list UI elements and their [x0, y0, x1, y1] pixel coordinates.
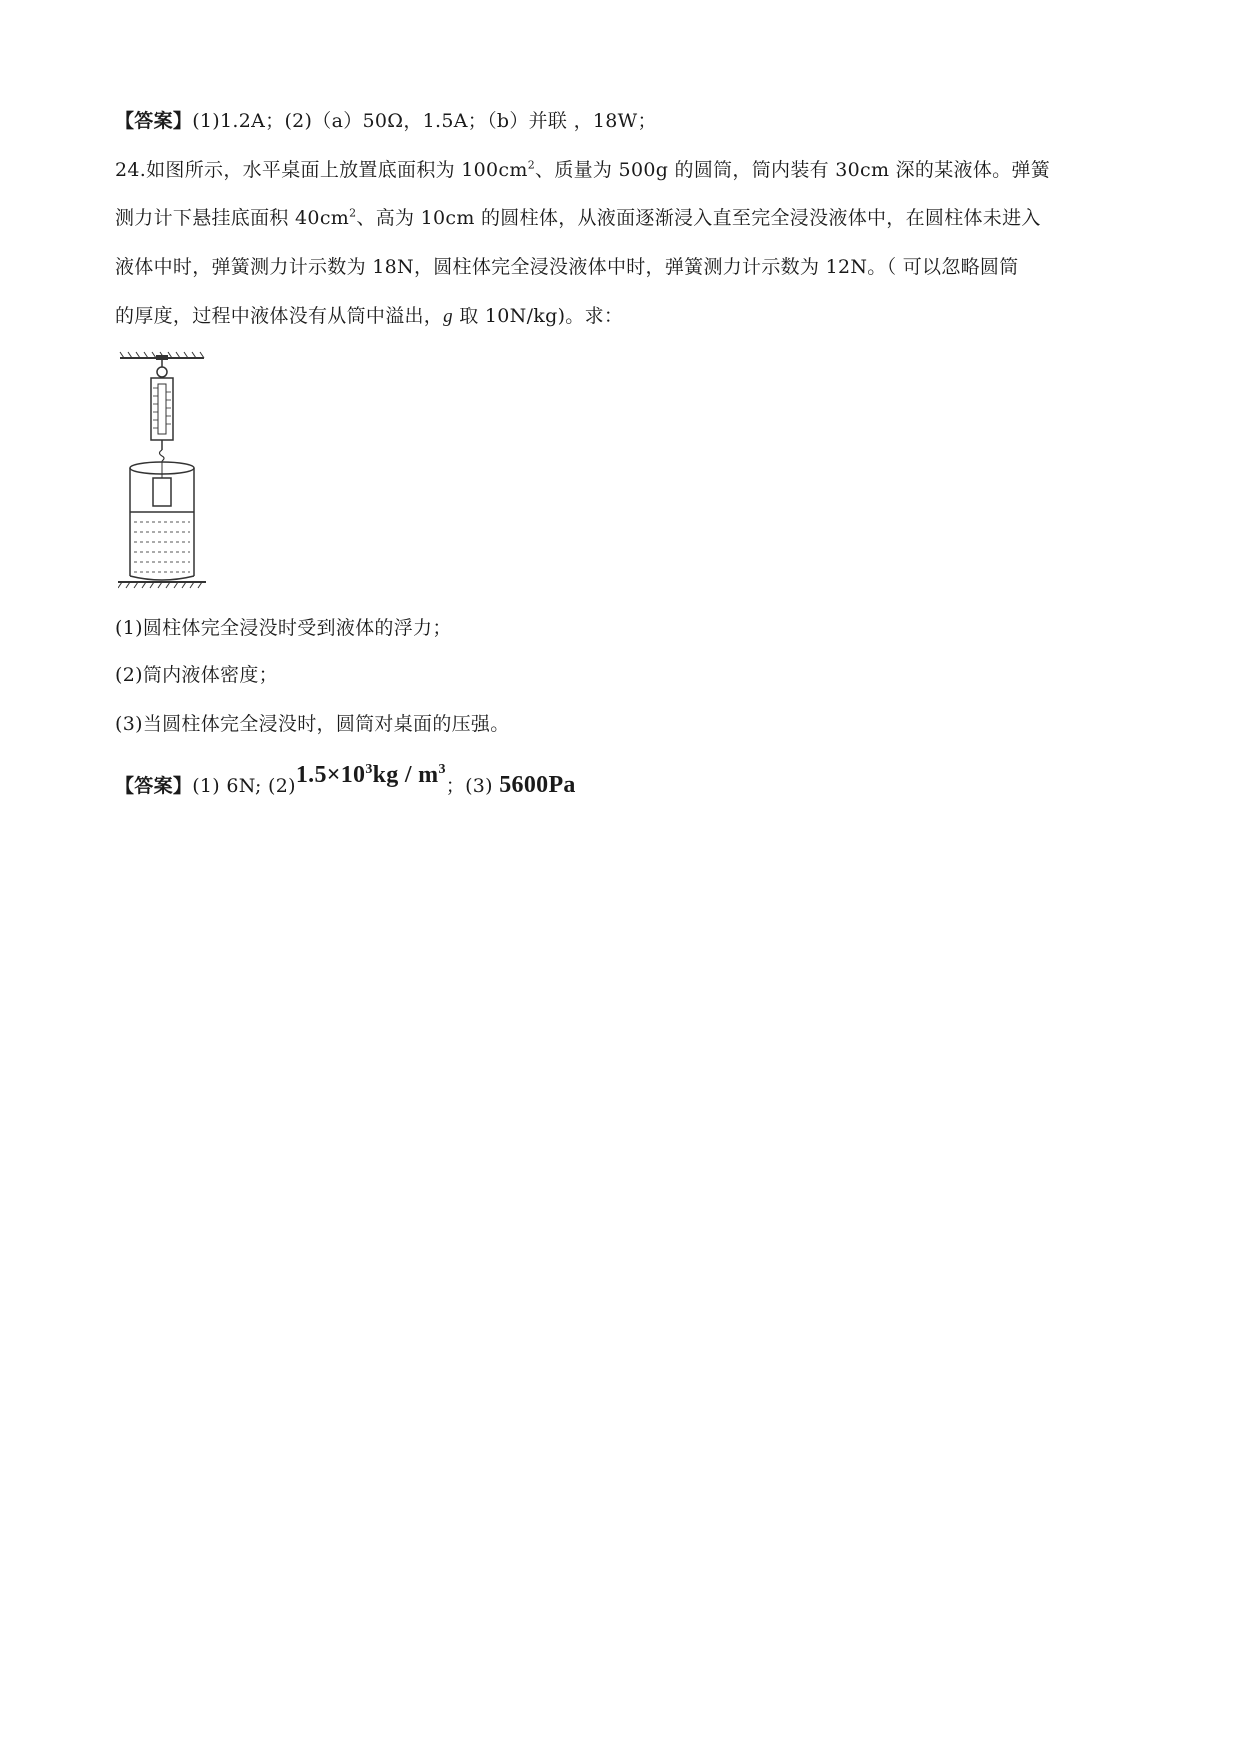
question-line-3: 液体中时，弹簧测力计示数为 18N，圆柱体完全浸没液体中时，弹簧测力计示数为 12N。（ 可以忽略圆筒 — [115, 256, 1019, 278]
question-line-2: 测力计下悬挂底面积 $40cm^2$、高为 10cm 的圆柱体，从液面逐渐浸入直至完全浸没液体中，在圆柱体未进入 — [115, 206, 1041, 229]
question-line-4: 的厚度，过程中液体没有从筒中溢出，g 取 10N/kg)。求： — [115, 305, 624, 327]
answer-label: 【答案】 — [115, 775, 193, 797]
pressure-value: 5600Pa — [499, 772, 576, 798]
sub-question-1: (1)圆柱体完全浸没时受到液体的浮力； — [115, 617, 452, 639]
question-number: 24. — [115, 159, 147, 181]
answer-label: 【答案】 — [115, 110, 193, 132]
spring-scale-figure — [118, 350, 208, 590]
density-formula: $1.5\times 10^3kg / m^3$ — [295, 762, 446, 788]
question-line-1: 24.如图所示，水平桌面上放置底面积为 $100cm^2$、质量为 500g 的圆筒，筒内装有 30cm 深的某液体。弹簧 — [115, 158, 1051, 181]
sub-question-2: (2)筒内液体密度； — [115, 664, 278, 686]
previous-answer — [115, 108, 657, 134]
sub-question-3: (3)当圆柱体完全浸没时，圆筒对桌面的压强。 — [115, 713, 510, 735]
previous-answer-text: (1)1.2A；(2)（a）50Ω，1.5A；（b）并联 ，18W； — [192, 110, 657, 132]
final-answer: 【答案】(1) 6N; $(2)1.5\times 10^3kg / m^3$；(3) 5600Pa — [115, 762, 576, 798]
